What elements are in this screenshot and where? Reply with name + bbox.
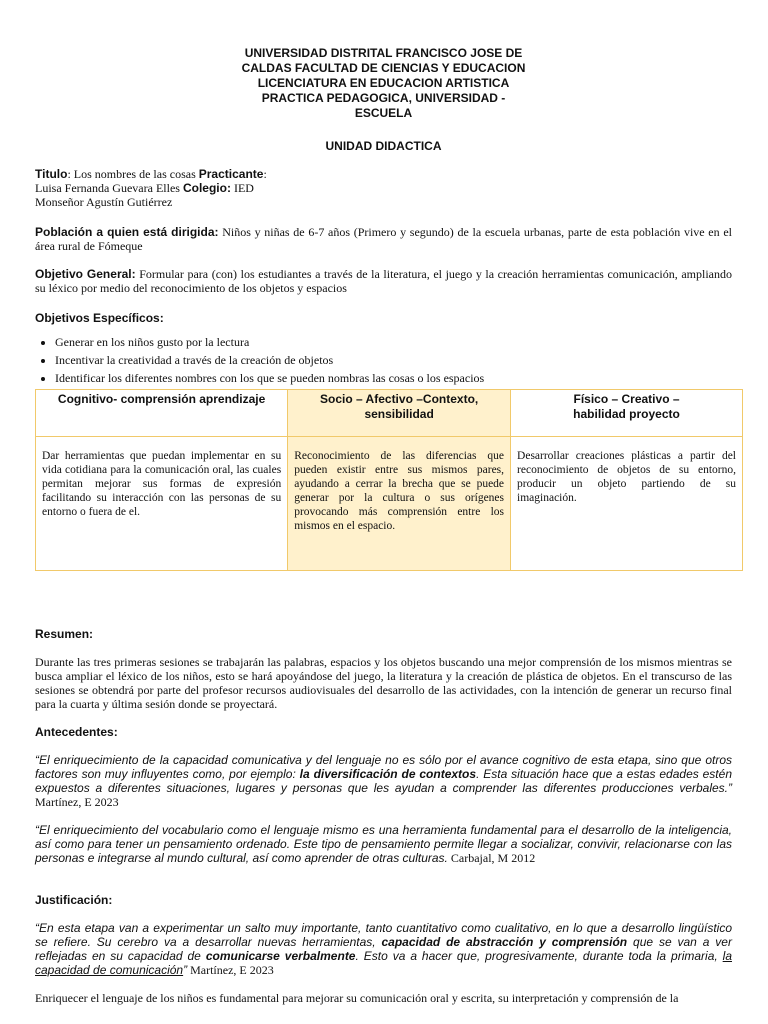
objetivos-list	[35, 333, 732, 387]
header-line: ESCUELA	[354, 106, 413, 120]
table-header-cell: Socio – Afectivo –Contexto, sensibilidad	[288, 390, 511, 437]
titulo-value: : Los nombres de las cosas	[67, 167, 199, 181]
document-page	[35, 46, 736, 1005]
header-line: PRACTICA PEDAGOGICA, UNIVERSIDAD -	[261, 91, 506, 105]
antecedentes-quote-1	[35, 753, 732, 809]
titulo-label: Titulo	[35, 167, 68, 181]
resumen-label: Resumen:	[35, 627, 94, 641]
table-header-cell: Cognitivo- comprensión aprendizaje	[36, 390, 288, 437]
justificacion-label: Justificación:	[35, 893, 113, 907]
quote-text: “El enriquecimiento del vocabulario como el lenguaje mismo es una herramienta fundamental para el desarrollo de la inteligencia, así como para tener un pensamiento ordenado. Este tipo de pensamiento permite llegar a socializar, convivir, relacionarse con las personas e integrarse al mundo cultural, así como aprender de otras culturas.	[35, 823, 732, 865]
citation: Martínez, E 2023	[35, 795, 119, 809]
antecedentes-label: Antecedentes:	[35, 725, 118, 739]
list-item: • Incentivar la creatividad a través de la creación de objetos	[55, 351, 732, 369]
justificacion-quote	[35, 921, 732, 977]
citation: Carbajal, M 2012	[447, 851, 536, 865]
poblacion-paragraph	[35, 225, 732, 253]
objetivo-general-paragraph	[35, 267, 732, 295]
objetivo-general-label: Objetivo General:	[35, 267, 136, 281]
header-line: UNIVERSIDAD DISTRITAL FRANCISCO JOSE DE	[244, 46, 523, 60]
list-item: • Generar en los niños gusto por la lectura	[55, 333, 732, 351]
resumen-text: Durante las tres primeras sesiones se trabajarán las palabras, espacios y los objetos buscando una mejor comprensión de los mismos mientras se busca ampliar el léxico de los niños, esto se hará apoyándose del juego, la literatura y la creación de plástica de objetos. En el transcurso de las sesiones se obtendrá por parte del profesor recursos audiovisuales del desarrollo de las actividades, con la intención de generar un recurso final para la cuarta y última sesión donde se proyectará.	[35, 655, 732, 711]
table-header-row	[36, 390, 743, 437]
quote-text: que se van a ver reflejadas en su capacidad de	[35, 935, 732, 963]
unit-title: UNIDAD DIDACTICA	[325, 139, 442, 153]
quote-emphasis: la diversificación de contextos	[299, 767, 477, 781]
practicante-label: Practicante	[198, 167, 264, 181]
justificacion-text: Enriquecer el lenguaje de los niños es fundamental para mejorar su comunicación oral y escrita, su interpretación y comprensión de la	[35, 991, 679, 1005]
poblacion-label: Población a quien está dirigida:	[35, 225, 219, 239]
document-header	[35, 46, 732, 121]
quote-emphasis: capacidad de abstracción y comprensión	[381, 935, 628, 949]
info-block	[35, 167, 275, 209]
quote-text: “En esta etapa van a experimentar un salto muy importante, tanto cuantitativo como cualitativo, en lo que a desarrollo lingüístico se refiere. Su cerebro va a desarrollar nuevas herramientas,	[35, 921, 732, 949]
colegio-value: IED Monseñor Agustín Gutiérrez	[35, 181, 254, 209]
practicante-value: : Luisa Fernanda Guevara Elles	[35, 167, 267, 195]
table-header-cell	[511, 390, 743, 437]
header-line: LICENCIATURA EN EDUCACION ARTISTICA	[257, 76, 510, 90]
table-cell: Reconocimiento de las diferencias que pueden existir entre sus mismos pares, ayudando a cerrar la brecha que se puede generar por la cultura o sus orígenes provocando más comprensión entre los mismos en el espacio.	[288, 437, 511, 571]
quote-underlined: la capacidad de comunicación	[35, 949, 732, 977]
objetivos-especificos-label: Objetivos Específicos:	[35, 311, 164, 325]
quote-emphasis: comunicarse verbalmente	[205, 949, 356, 963]
citation: Martínez, E 2023	[187, 963, 274, 977]
quote-text: . Esto va a hacer que, progresivamente, durante toda la primaria,	[355, 949, 723, 963]
quote-text: . Esta situación hace que a estas edades estén expuestos a diferentes situaciones, lugares y personas que les ayudan a comprender las diferentes producciones verbales.”	[35, 767, 732, 795]
header-text: Físico – Creativo – habilidad proyecto	[573, 392, 680, 421]
table-cell: Dar herramientas que puedan implementar en su vida cotidiana para la comunicación oral, las cuales permitan mejorar sus formas de expresión facilitando su interacción con las personas de su entorno o fuera de el.	[36, 437, 288, 571]
header-line: CALDAS FACULTAD DE CIENCIAS Y EDUCACION	[241, 61, 526, 75]
competencias-table	[35, 389, 743, 571]
poblacion-text: Niños y niñas de 6-7 años (Primero y segundo) de la escuela urbanas, parte de esta población vive en el área rural de Fómeque	[35, 225, 732, 253]
table-cell: Desarrollar creaciones plásticas a partir del reconocimiento de objetos de su entorno, producir un objeto partiendo de su imaginación.	[511, 437, 743, 571]
list-item: • Identificar los diferentes nombres con los que se pueden nombras las cosas o los espacios	[55, 369, 732, 387]
colegio-label: Colegio:	[182, 181, 231, 195]
quote-text: “El enriquecimiento de la capacidad comunicativa y del lenguaje no es sólo por el avance cognitivo de esta etapa, sino que otros factores son muy influyentes como, por ejemplo:	[35, 753, 732, 781]
quote-text: ”	[183, 963, 188, 977]
objetivo-general-text: Formular para (con) los estudiantes a través de la literatura, el juego y la creación herramientas comunicación, ampliando su léxico por medio del reconocimiento de los objetos y espacios	[35, 267, 732, 295]
table-row	[36, 437, 743, 571]
antecedentes-quote-2	[35, 823, 732, 865]
